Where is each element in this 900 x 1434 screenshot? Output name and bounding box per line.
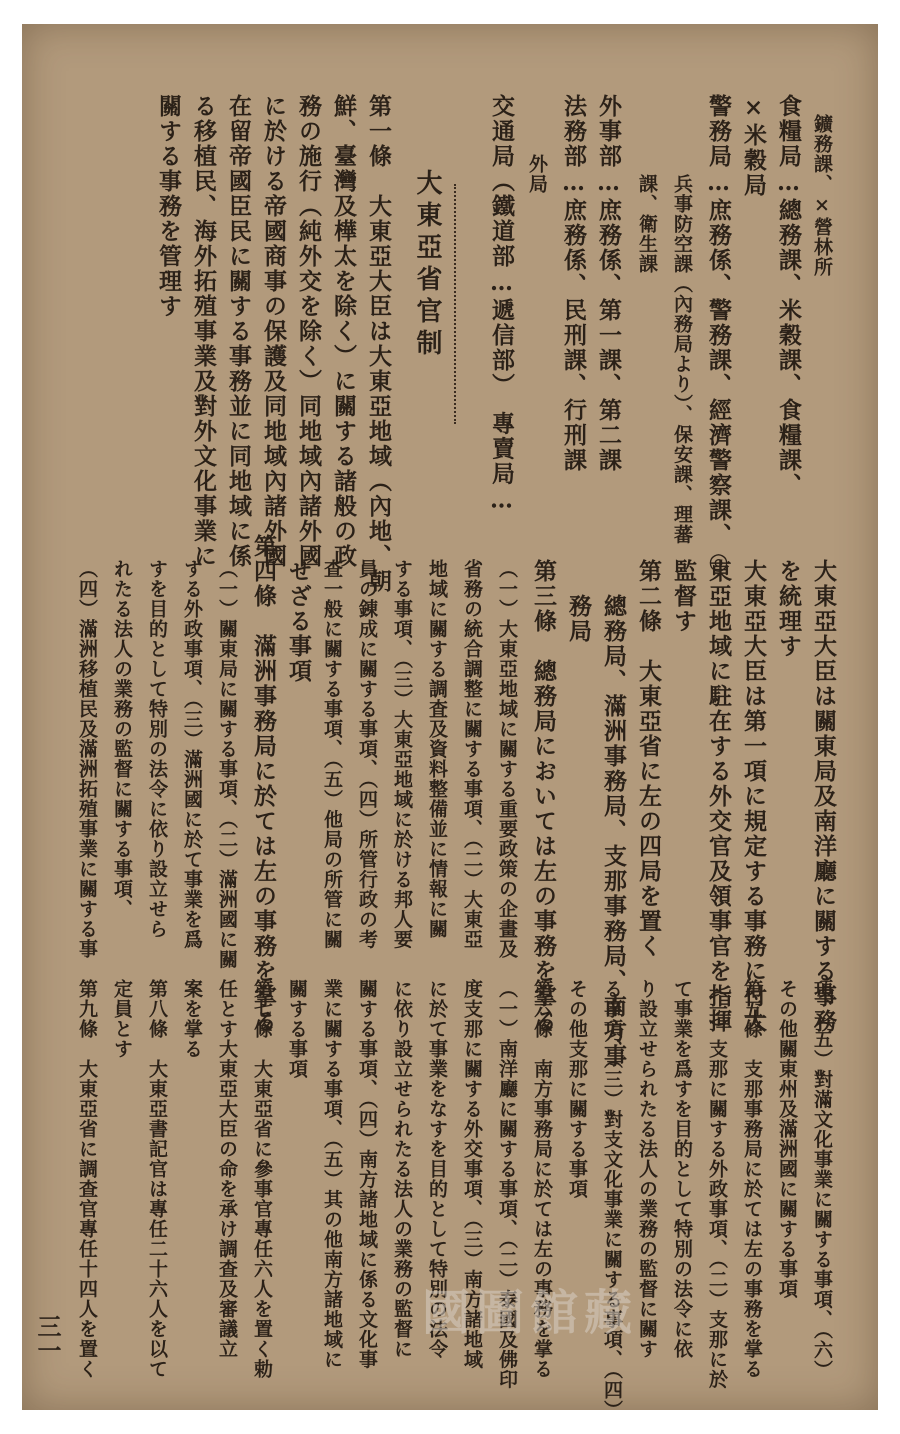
text-column: 第一條 大東亞大臣は大東亞地域（內地、朝: [365, 94, 392, 594]
text-column: る事項、（三）對支文化事業に關する事項、（四）: [601, 979, 623, 1420]
text-column: 定員とす: [111, 979, 133, 1059]
text-column: て事業を爲すを目的として特別の法令に依: [671, 979, 693, 1359]
text-column: る移植民、海外拓殖事業及對外文化事業に: [190, 94, 217, 569]
text-column: 鑛務課、×營林所: [811, 114, 833, 277]
text-column: 第二條 大東亞省に左の四局を置く: [635, 559, 662, 959]
text-column: 法務部…庶務係、民刑課、行刑課: [560, 94, 587, 473]
text-column: 務の施行（純外交を除く）同地域內諸外國: [295, 94, 322, 569]
text-column: する外政事項、（三）滿洲國に於て事業を爲: [181, 559, 203, 950]
divider-rule: [454, 184, 456, 424]
text-column: ×米穀局: [740, 94, 767, 198]
text-column: 關する事項: [286, 979, 308, 1079]
text-column: 監督す: [670, 559, 697, 634]
page-number: 三一: [33, 1314, 62, 1362]
text-column: 第八條 大東亞書記官は專任二十六人を以て: [146, 979, 168, 1379]
text-column: 兵事防空課（內務局より）、保安課、理蕃: [671, 174, 693, 545]
text-column: （一）支那に關する外政事項、（二）支那に於: [706, 979, 728, 1390]
text-column: り設立せられたる法人の業務の監督に關す: [636, 979, 658, 1359]
text-column: 在留帝國臣民に關する事務並に同地域に係: [225, 94, 252, 569]
text-column: 總務局、滿洲事務局、支那事務局、南方事: [600, 594, 627, 1069]
text-column: 外事部…庶務係、第一課、第二課: [595, 94, 622, 473]
text-column: 項、（五）對滿文化事業に關する事項、（六）: [811, 979, 833, 1380]
text-column: 交通局（鐵道部…遞信部） 專賣局…: [488, 94, 515, 516]
text-column: 任とす大東亞大臣の命を承け調查及審議立: [216, 979, 238, 1359]
text-column: （一）關東局に關する事項、（二）滿洲國に關: [216, 559, 238, 970]
text-column: 省務の統合調整に關する事項、（二）大東亞: [461, 559, 483, 950]
text-column: 第六條 南方事務局に於ては左の事務を掌る: [531, 979, 553, 1379]
text-column: 關する事項、（四）南方諸地域に係る文化事: [356, 979, 378, 1370]
text-column: 食糧局…總務課、米穀課、食糧課、: [775, 94, 802, 498]
text-column: 案を掌る: [181, 979, 203, 1059]
text-column: 大東亞大臣は第一項に規定する事務に付大: [740, 559, 767, 1034]
library-watermark: 國圖館藏: [422, 1285, 639, 1341]
text-column: 第三條 總務局においては左の事務を掌る: [530, 559, 557, 1034]
text-column: に依り設立せられたる法人の業務の監督に: [391, 979, 413, 1359]
text-column: 第九條 大東亞省に調查官專任十四人を置く: [76, 979, 98, 1379]
text-column: 度支那に關する外交事項、（三）南方諸地域: [461, 979, 483, 1370]
text-column: 第五條 支那事務局に於ては左の事務を掌る: [741, 979, 763, 1379]
text-column: 務局: [565, 594, 592, 644]
text-column: 東亞地域に駐在する外交官及領事官を指揮: [705, 559, 732, 1034]
text-column: に於て事業をなすを目的として特別の法令: [426, 979, 448, 1359]
text-column: 業に關する事項、（五）其の他南方諸地域に: [321, 979, 343, 1370]
text-column: れたる法人の業務の監督に關する事項、: [111, 559, 133, 919]
text-column: （四）滿洲移植民及滿洲拓殖事業に關する事: [76, 559, 98, 959]
text-column: 警務局…庶務係、警務課、經濟警察課、◎: [705, 94, 732, 577]
text-column: 員の錬成に關する事項、（四）所管行政の考: [356, 559, 378, 950]
text-column: に於ける帝國商事の保護及同地域內諸外國: [260, 94, 287, 569]
text-column: （一）南洋廳に關する事項、（二）泰國及佛印: [496, 979, 518, 1390]
text-column: その他關東州及滿洲國に關する事項: [776, 979, 798, 1299]
text-column: 第七條 大東亞省に參事官專任六人を置く勅: [251, 979, 273, 1379]
text-column: 鮮、臺灣及樺太を除く）に關する諸般の政: [330, 94, 357, 569]
page-title: 大東亞省官制: [412, 169, 442, 361]
text-column: を統理す: [775, 559, 802, 659]
text-column: 第四條 滿洲事務局に於ては左の事務を掌る: [250, 534, 277, 1034]
text-column: 大東亞大臣は關東局及南洋廳に關する事務: [810, 559, 837, 1034]
text-column: その他支那に關する事項: [566, 979, 588, 1199]
text-column: 查一般に關する事項、（五）他局の所管に關: [321, 559, 343, 950]
text-column: する事項、（三）大東亞地域に於ける邦人要: [391, 559, 413, 950]
scanned-page: [22, 24, 878, 1420]
text-column: 課、衛生課: [636, 174, 658, 274]
text-column: 地域に關する調査及資料整備並に情報に關: [426, 559, 448, 939]
text-column: せざる事項: [285, 559, 312, 684]
text-column: （一）大東亞地域に關する重要政策の企畫及: [496, 559, 518, 959]
text-column: 關する事務を管理す: [155, 94, 182, 319]
text-column: すを目的として特別の法令に依り設立せら: [146, 559, 168, 939]
text-column: 外局: [526, 154, 548, 194]
